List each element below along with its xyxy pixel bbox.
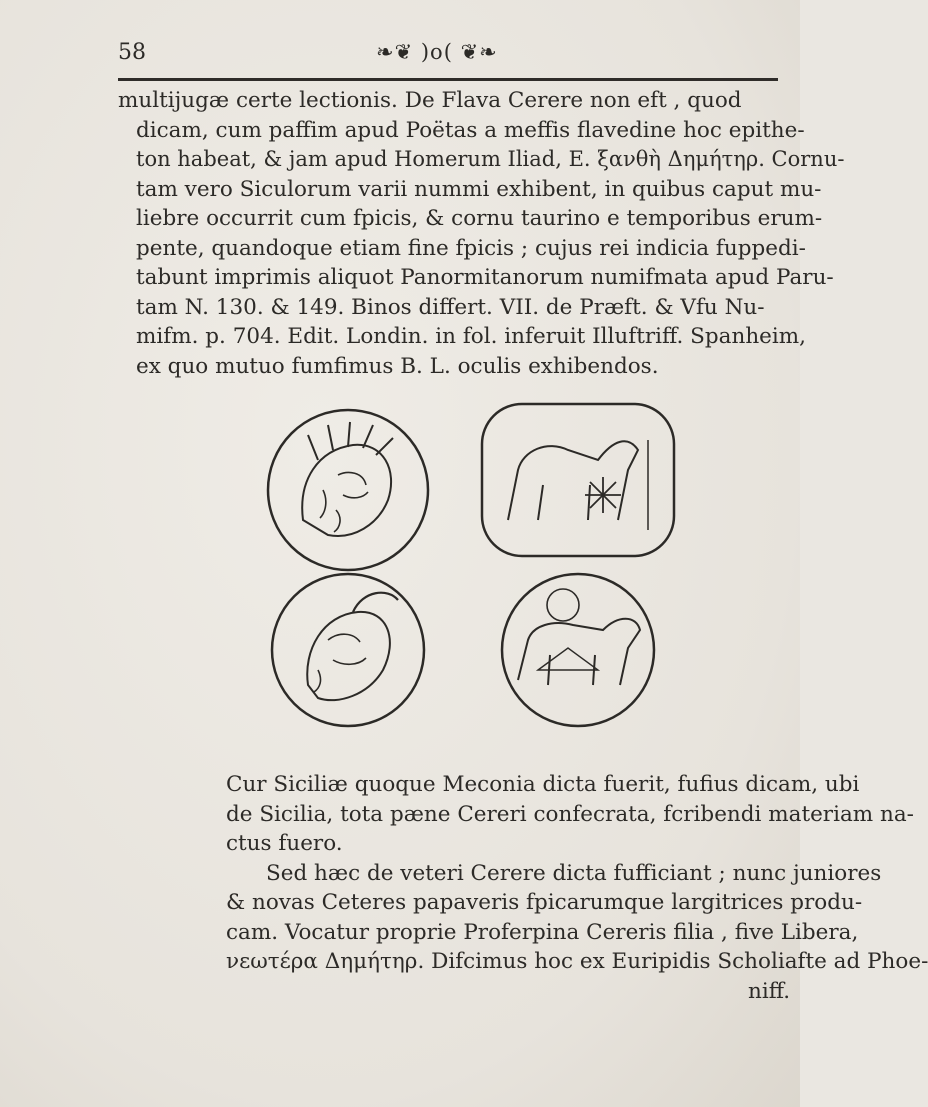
header-rule: [118, 78, 778, 81]
ceres-head-icon: [248, 400, 448, 560]
text-line: Cur Siciliæ quoque Meconia dicta fuerit, fufius dicam, ubi: [226, 772, 860, 797]
text-line: dicam, cum paffim apud Poëtas a meffis flavedine hoc epithe-: [136, 117, 805, 143]
text-line: pente, quandoque etiam fine fpicis ; cujus rei indicia fuppedi-: [136, 235, 806, 261]
bull-icon: [478, 570, 678, 730]
text-line: Sed hæc de veteri Cerere dicta fufficiant ; nunc juniores: [266, 860, 882, 886]
page-number: 58: [118, 40, 146, 65]
text-line: tam N. 130. & 149. Binos differt. VII. de Præft. & Vfu Nu-: [136, 294, 765, 320]
text-line: & novas Ceteres papaveris fpicarumque largitrices produ-: [226, 890, 863, 915]
text-line: tabunt imprimis aliquot Panormitanorum numifmata apud Paru-: [136, 265, 834, 290]
text-line: ton habeat, & jam apud Homerum Iliad, E. ξανθὴ Δημήτηρ. Cornu-: [136, 147, 845, 171]
coin-reverse-bull-2: [478, 570, 678, 730]
text-line: de Sicilia, tota pæne Cereri confecrata, fcribendi materiam na-: [226, 801, 914, 827]
running-header: [118, 40, 776, 70]
text-line: cam. Vocatur proprie Proferpina Cereris filia , five Libera,: [226, 919, 859, 945]
text-line: multijugæ certe lectionis. De Flava Cerere non eft , quod: [118, 88, 742, 113]
horned-head-icon: [248, 570, 448, 730]
text-line: ctus fuero.: [226, 831, 343, 856]
bull-icon: [478, 400, 678, 560]
text-line: ex quo mutuo fumfimus B. L. oculis exhibendos.: [136, 353, 659, 379]
text-line: liebre occurrit cum fpicis, & cornu taurino e temporibus erum-: [136, 206, 823, 231]
text-line: mifm. p. 704. Edit. Londin. in fol. inferuit Illuftriff. Spanheim,: [136, 324, 807, 349]
text-line: νεωτέρα Δημήτηρ. Difcimus hoc ex Euripidis Scholiafte ad Phoe-: [226, 949, 928, 974]
coin-reverse-bull: [478, 400, 678, 560]
header-ornament: ❧❦ )o( ❦❧: [376, 40, 498, 64]
coin-obverse-horned-head: [248, 570, 448, 730]
text-line: tam vero Siculorum varii nummi exhibent, in quibus caput mu-: [136, 176, 822, 202]
coin-obverse-head: [248, 400, 448, 560]
paragraph-bottom: [118, 770, 928, 1006]
paragraph-top: [118, 86, 845, 381]
text-line: niff.: [748, 978, 791, 1004]
coin-illustrations: [248, 400, 690, 740]
